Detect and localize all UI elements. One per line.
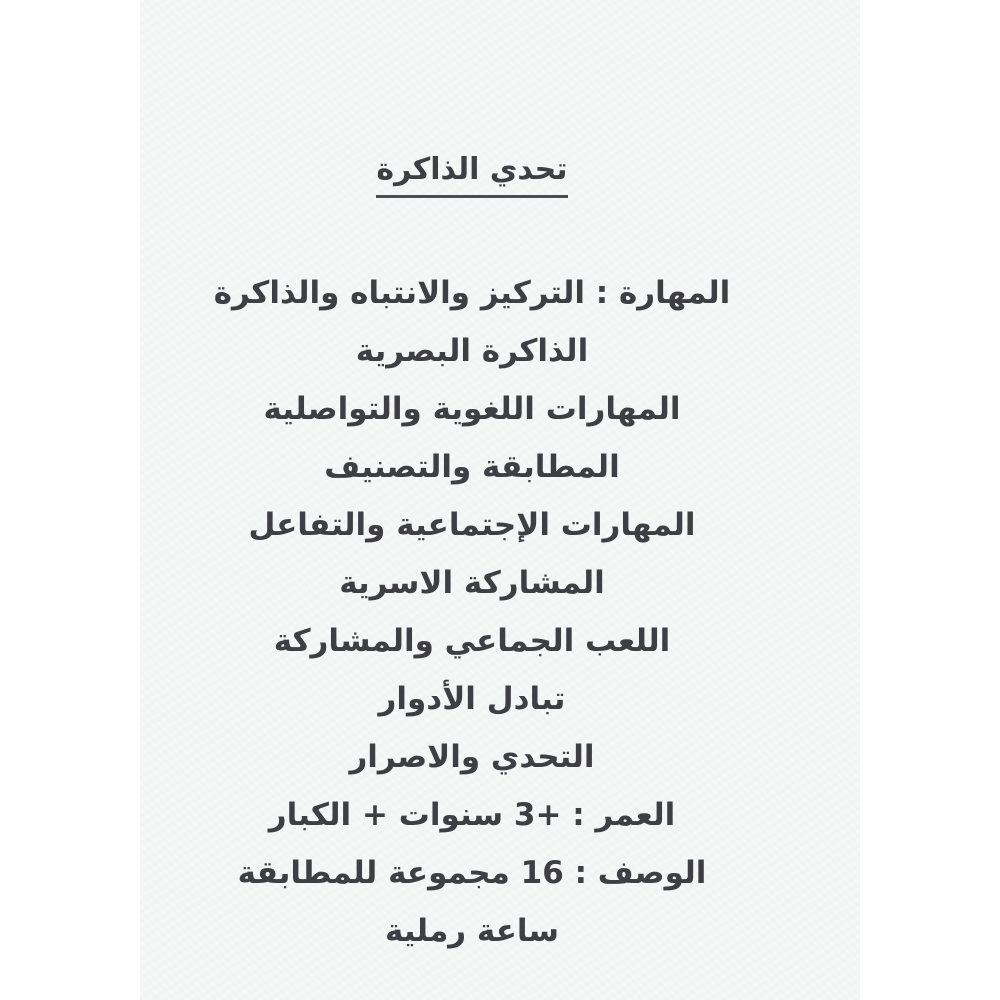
document-title: تحدي الذاكرة [376,152,567,198]
spec-line-age: العمر : +3 سنوات + الكبار [268,797,676,833]
spec-line-visual-memory: الذاكرة البصرية [355,333,589,369]
spec-line-description: الوصف : 16 مجموعة للمطابقة [237,855,707,891]
document-content [112,0,832,960]
spec-line-family: المشاركة الاسرية [339,565,605,601]
spec-line-hourglass: ساعة رملية [384,913,560,949]
spec-line-group-play: اللعب الجماعي والمشاركة [273,623,671,659]
spec-list [112,264,832,960]
title-row [112,0,832,198]
spec-line-skill: المهارة : التركيز والانتباه والذاكرة [213,275,731,311]
spec-line-matching: المطابقة والتصنيف [324,449,620,485]
spec-line-turn-taking: تبادل الأدوار [378,681,566,717]
spec-line-social: المهارات الإجتماعية والتفاعل [248,507,696,543]
spec-line-persistence: التحدي والاصرار [349,739,595,775]
spec-line-language: المهارات اللغوية والتواصلية [263,391,681,427]
paper-sheet [140,0,860,1000]
